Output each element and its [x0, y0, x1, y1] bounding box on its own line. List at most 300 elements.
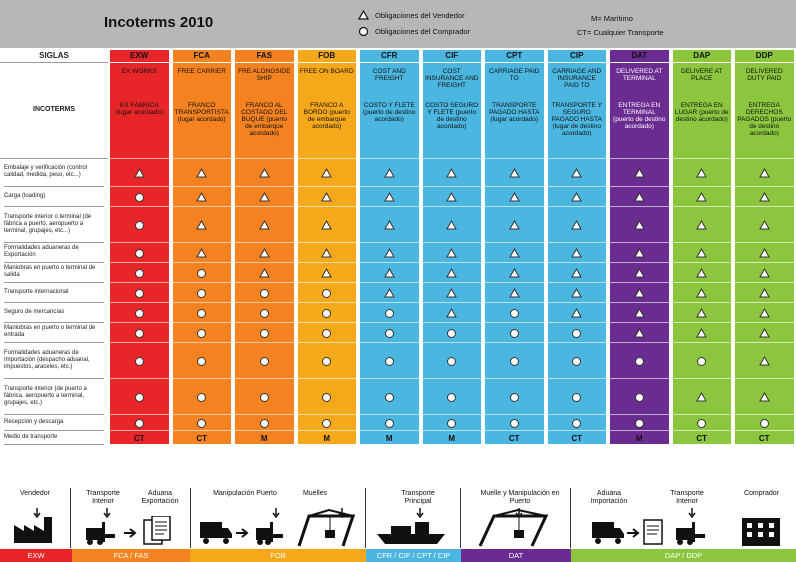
- column-cfr: [360, 50, 419, 444]
- matrix-cell: [610, 342, 669, 379]
- buyer-circle-icon: [446, 392, 457, 403]
- buyer-circle-icon: [134, 192, 145, 203]
- buyer-circle-icon: [446, 356, 457, 367]
- buyer-circle-icon: [634, 392, 645, 403]
- seller-triangle-icon: [571, 268, 582, 278]
- matrix-cell: [173, 206, 232, 243]
- term-spanish-name: FRANCO TRANSPORTISTA (lugar acordado): [174, 102, 229, 123]
- matrix-cell: [235, 378, 294, 415]
- matrix-cell: [548, 342, 607, 379]
- arrow-down-icon: [515, 508, 523, 518]
- flow-band-fca-fas: FCA / FAS: [72, 549, 190, 562]
- legend-any-transport: CT= Cualquier Transporte: [577, 28, 664, 37]
- matrix-cell: [485, 186, 544, 207]
- circle-icon: [358, 26, 369, 37]
- buyer-circle-icon: [196, 328, 207, 339]
- buyer-circle-icon: [196, 356, 207, 367]
- matrix-cell: [735, 322, 794, 343]
- matrix-cell: [110, 302, 169, 323]
- buyer-circle-icon: [634, 418, 645, 429]
- buyer-circle-icon: [571, 418, 582, 429]
- matrix-cell: [735, 302, 794, 323]
- matrix-cell: [673, 282, 732, 303]
- seller-triangle-icon: [321, 192, 332, 202]
- column-code: CFR: [360, 50, 419, 63]
- buyer-circle-icon: [134, 418, 145, 429]
- matrix-cell: [423, 158, 482, 187]
- buyer-circle-icon: [259, 418, 270, 429]
- term-spanish-name: TRANSPORTE PAGADO HASTA (lugar acordado): [489, 102, 540, 123]
- row-label: Maniobras en puerto o terminal de entrada: [4, 322, 104, 343]
- forklift-icon: [252, 522, 286, 546]
- matrix-cell: [610, 414, 669, 431]
- row-label: Transporte interior (de puerto a fábrica, aeropuerto a terminal, grupajes, etc.): [4, 378, 104, 415]
- arrow-down-icon: [338, 508, 346, 518]
- seller-triangle-icon: [321, 248, 332, 258]
- buyer-circle-icon: [259, 356, 270, 367]
- matrix-cell: [173, 262, 232, 283]
- seller-triangle-icon: [384, 168, 395, 178]
- seller-triangle-icon: [384, 268, 395, 278]
- seller-triangle-icon: [634, 328, 645, 338]
- buyer-circle-icon: [321, 328, 332, 339]
- truck-icon: [198, 520, 234, 546]
- matrix-cell: [673, 322, 732, 343]
- seller-triangle-icon: [321, 220, 332, 230]
- matrix-cell: [735, 158, 794, 187]
- matrix-cell: [485, 342, 544, 379]
- seller-triangle-icon: [259, 220, 270, 230]
- term-english-name: FREE ON BOARD: [299, 68, 354, 75]
- term-spanish-name: ENTREGA EN LUGAR (puerto de destino acordado): [674, 102, 729, 123]
- matrix-cell: [298, 378, 357, 415]
- seller-triangle-icon: [759, 308, 770, 318]
- seller-triangle-icon: [196, 220, 207, 230]
- matrix-cell: [610, 430, 669, 445]
- matrix-cell: [485, 282, 544, 303]
- transport-mode: CT: [196, 433, 208, 443]
- column-fob: [298, 50, 357, 444]
- column-code: FAS: [235, 50, 294, 63]
- matrix-cell: [610, 378, 669, 415]
- seller-triangle-icon: [196, 248, 207, 258]
- seller-triangle-icon: [321, 168, 332, 178]
- matrix-cell: [110, 186, 169, 207]
- matrix-cell: [548, 302, 607, 323]
- row-label: Transporte internacional: [4, 282, 104, 303]
- seller-triangle-icon: [571, 192, 582, 202]
- transport-mode: M: [448, 433, 456, 443]
- buyer-circle-icon: [134, 268, 145, 279]
- seller-triangle-icon: [509, 220, 520, 230]
- matrix-cell: [423, 342, 482, 379]
- matrix-cell: [485, 414, 544, 431]
- buyer-circle-icon: [321, 308, 332, 319]
- seller-triangle-icon: [446, 308, 457, 318]
- matrix-cell: [235, 302, 294, 323]
- term-spanish-name: EX FÁBRICA (lugar acordado): [115, 102, 164, 116]
- matrix-cell: [735, 282, 794, 303]
- buyer-circle-icon: [134, 220, 145, 231]
- buyer-circle-icon: [509, 392, 520, 403]
- seller-triangle-icon: [259, 268, 270, 278]
- matrix-cell: [610, 206, 669, 243]
- matrix-cell: [610, 262, 669, 283]
- flow-step-label: Transporte Principal: [401, 490, 435, 505]
- seller-triangle-icon: [446, 248, 457, 258]
- cargo-ship-icon: [375, 516, 450, 546]
- customs-document-icon: [642, 516, 668, 546]
- seller-triangle-icon: [759, 168, 770, 178]
- flow-separator: [460, 488, 461, 548]
- seller-triangle-icon: [571, 168, 582, 178]
- term-spanish-name: FRANCO AL COSTADO DEL BUQUE (puerto de embarque acordado): [241, 102, 288, 137]
- matrix-cell: [173, 342, 232, 379]
- transport-mode: CT: [571, 433, 583, 443]
- column-code: DAP: [673, 50, 732, 63]
- column-code: CPT: [485, 50, 544, 63]
- seller-triangle-icon: [759, 220, 770, 230]
- matrix-cell: [673, 414, 732, 431]
- matrix-cell: [110, 430, 169, 445]
- matrix-cell: [548, 378, 607, 415]
- matrix-cell: [173, 282, 232, 303]
- matrix-cell: [235, 206, 294, 243]
- term-spanish-name: COSTO Y FLETE (puerto de destino acordado): [363, 102, 416, 123]
- buyer-circle-icon: [196, 308, 207, 319]
- matrix-cell: [173, 430, 232, 445]
- term-english-name: CARRIAGE AND INSURANCE PAID TO: [552, 68, 602, 89]
- legend-maritime: M= Marítimo: [591, 14, 633, 23]
- matrix-cell: [423, 430, 482, 445]
- matrix-cell: [173, 242, 232, 263]
- matrix-cell: [298, 186, 357, 207]
- matrix-cell: [235, 414, 294, 431]
- flow-band-exw: EXW: [0, 549, 72, 562]
- matrix-cell: [548, 414, 607, 431]
- seller-triangle-icon: [509, 192, 520, 202]
- matrix-cell: [548, 206, 607, 243]
- matrix-cell: [360, 242, 419, 263]
- transport-mode: CT: [758, 433, 770, 443]
- seller-triangle-icon: [634, 168, 645, 178]
- flow-step-label: Muelle y Manipulación en Puerto: [480, 490, 560, 505]
- matrix-cell: [735, 262, 794, 283]
- matrix-cell: [360, 282, 419, 303]
- seller-triangle-icon: [696, 392, 707, 402]
- flow-step-label: Aduana Importación: [590, 490, 628, 505]
- flow-step-label: Muelles: [302, 490, 328, 497]
- seller-triangle-icon: [634, 268, 645, 278]
- matrix-cell: [485, 158, 544, 187]
- term-spanish-name: ENTREGA DERECHOS PAGADOS (puerto de destino acordado): [737, 102, 792, 137]
- term-spanish-name: ENTREGA EN TERMINAL (puerto de destino acordado): [613, 102, 666, 130]
- row-label: Carga (loading): [4, 186, 104, 207]
- row-label: Embalaje y verificación (control calidad, medida, peso, etc...): [4, 158, 104, 187]
- buyer-circle-icon: [259, 288, 270, 299]
- column-code: CIF: [423, 50, 482, 63]
- matrix-cell: [173, 414, 232, 431]
- matrix-cell: [485, 242, 544, 263]
- seller-triangle-icon: [571, 248, 582, 258]
- matrix-cell: [173, 302, 232, 323]
- matrix-cell: [673, 206, 732, 243]
- matrix-cell: [673, 262, 732, 283]
- matrix-cell: [298, 206, 357, 243]
- forklift-icon: [672, 520, 708, 546]
- term-english-name: COST AND FREIGHT: [372, 68, 406, 82]
- flow-separator: [190, 488, 191, 548]
- term-english-name: FRE ALONGSIDE SHIP: [238, 68, 291, 82]
- transport-mode: CT: [508, 433, 520, 443]
- buyer-circle-icon: [446, 418, 457, 429]
- matrix-cell: [735, 378, 794, 415]
- seller-triangle-icon: [259, 248, 270, 258]
- matrix-cell: [735, 414, 794, 431]
- matrix-cell: [548, 242, 607, 263]
- seller-triangle-icon: [759, 268, 770, 278]
- seller-triangle-icon: [196, 168, 207, 178]
- buyer-circle-icon: [196, 392, 207, 403]
- buyer-circle-icon: [446, 328, 457, 339]
- flow-step-label: Transporte Interior: [86, 490, 120, 505]
- seller-triangle-icon: [509, 268, 520, 278]
- term-english-name: FREE CARRIER: [177, 68, 226, 75]
- buyer-circle-icon: [384, 328, 395, 339]
- matrix-cell: [298, 430, 357, 445]
- seller-triangle-icon: [509, 168, 520, 178]
- buyer-circle-icon: [321, 392, 332, 403]
- matrix-cell: [298, 242, 357, 263]
- matrix-cell: [423, 262, 482, 283]
- row-label: Formalidades aduaneras de Exportación: [4, 242, 104, 263]
- matrix-cell: [110, 282, 169, 303]
- flow-step-label: Transporte Interior: [670, 490, 704, 505]
- row-label: Seguro de mercancías: [4, 302, 104, 323]
- buyer-circle-icon: [696, 418, 707, 429]
- buyer-circle-icon: [321, 288, 332, 299]
- matrix-cell: [423, 378, 482, 415]
- seller-triangle-icon: [509, 288, 520, 298]
- buyer-circle-icon: [571, 328, 582, 339]
- arrow-right-icon: [236, 528, 250, 538]
- column-cpt: [485, 50, 544, 444]
- term-spanish-name: TRANSPORTE Y SEGURO PAGADO HASTA (lugar de destino acordado): [551, 102, 602, 137]
- seller-triangle-icon: [196, 192, 207, 202]
- term-english-name: DELIVERED AT TERMINAL: [616, 68, 663, 82]
- seller-triangle-icon: [759, 356, 770, 366]
- matrix-cell: [173, 378, 232, 415]
- seller-triangle-icon: [759, 192, 770, 202]
- matrix-cell: [298, 158, 357, 187]
- transport-mode: M: [635, 433, 643, 443]
- buyer-circle-icon: [196, 288, 207, 299]
- matrix-cell: [423, 302, 482, 323]
- seller-triangle-icon: [384, 220, 395, 230]
- matrix-cell: [735, 186, 794, 207]
- seller-triangle-icon: [634, 220, 645, 230]
- flow-step-label: Comprador: [743, 490, 779, 497]
- row-label: Maniobras en puerto o terminal de salida: [4, 262, 104, 283]
- matrix-cell: [235, 158, 294, 187]
- arrow-down-icon: [688, 508, 696, 518]
- matrix-cell: [360, 342, 419, 379]
- seller-triangle-icon: [446, 268, 457, 278]
- seller-triangle-icon: [696, 308, 707, 318]
- flow-step-label: Aduana Exportación: [141, 490, 179, 505]
- matrix-cell: [423, 414, 482, 431]
- transport-mode: M: [323, 433, 331, 443]
- buyer-circle-icon: [634, 356, 645, 367]
- matrix-cell: [548, 282, 607, 303]
- buyer-circle-icon: [134, 356, 145, 367]
- term-spanish-name: COSTO SEGURO Y FLETE (puerto de destino acordado): [425, 102, 479, 130]
- column-fas: [235, 50, 294, 444]
- column-code: FCA: [173, 50, 232, 63]
- matrix-cell: [173, 158, 232, 187]
- matrix-cell: [485, 206, 544, 243]
- matrix-cell: [110, 342, 169, 379]
- transport-mode: M: [260, 433, 268, 443]
- column-code: DAT: [610, 50, 669, 63]
- header-bar: [0, 0, 796, 48]
- matrix-cell: [298, 262, 357, 283]
- port-crane-icon: [295, 508, 360, 548]
- customs-document-icon: [142, 516, 176, 546]
- arrow-right-icon: [124, 528, 138, 538]
- buyer-circle-icon: [509, 328, 520, 339]
- matrix-cell: [173, 186, 232, 207]
- buyer-circle-icon: [134, 392, 145, 403]
- flow-separator: [570, 488, 571, 548]
- matrix-cell: [610, 322, 669, 343]
- legend-seller: [358, 10, 465, 20]
- seller-triangle-icon: [634, 308, 645, 318]
- buyer-circle-icon: [134, 248, 145, 259]
- seller-triangle-icon: [259, 192, 270, 202]
- flow-separator: [70, 488, 71, 548]
- flow-step-label: Manipulación Puerto: [213, 490, 277, 497]
- matrix-cell: [360, 302, 419, 323]
- seller-triangle-icon: [446, 220, 457, 230]
- buyer-circle-icon: [384, 418, 395, 429]
- seller-triangle-icon: [634, 192, 645, 202]
- matrix-cell: [110, 206, 169, 243]
- term-english-name: COST INSURANCE AND FREIGHT: [425, 68, 479, 89]
- term-english-name: CARRIAGE PAID TO: [489, 68, 540, 82]
- matrix-cell: [235, 282, 294, 303]
- matrix-cell: [423, 322, 482, 343]
- matrix-cell: [173, 322, 232, 343]
- seller-triangle-icon: [509, 248, 520, 258]
- column-cip: [548, 50, 607, 444]
- forklift-icon: [80, 520, 120, 546]
- column-dat: [610, 50, 669, 444]
- buyer-circle-icon: [134, 288, 145, 299]
- matrix-cell: [673, 186, 732, 207]
- column-code: CIP: [548, 50, 607, 63]
- buyer-circle-icon: [509, 418, 520, 429]
- seller-triangle-icon: [384, 248, 395, 258]
- truck-icon: [590, 518, 626, 546]
- matrix-cell: [360, 414, 419, 431]
- buyer-circle-icon: [384, 356, 395, 367]
- buyer-circle-icon: [259, 308, 270, 319]
- seller-triangle-icon: [696, 220, 707, 230]
- matrix-cell: [360, 430, 419, 445]
- matrix-cell: [485, 430, 544, 445]
- matrix-cell: [423, 242, 482, 263]
- matrix-cell: [735, 342, 794, 379]
- buyer-circle-icon: [571, 392, 582, 403]
- seller-triangle-icon: [384, 192, 395, 202]
- seller-triangle-icon: [696, 328, 707, 338]
- matrix-cell: [610, 158, 669, 187]
- buyer-circle-icon: [259, 392, 270, 403]
- matrix-cell: [610, 186, 669, 207]
- row-label: Formalidades aduaneras de Importación (despacho aduanal, impuestos, araceles, etc.): [4, 342, 104, 379]
- legend-buyer: [358, 26, 470, 37]
- column-code: DDP: [735, 50, 794, 63]
- flow-band-fob: FOB: [190, 549, 366, 562]
- matrix-cell: [235, 186, 294, 207]
- term-english-name: EX WORKS: [121, 68, 157, 75]
- buyer-circle-icon: [259, 328, 270, 339]
- buyer-circle-icon: [321, 418, 332, 429]
- seller-triangle-icon: [321, 268, 332, 278]
- seller-triangle-icon: [759, 248, 770, 258]
- seller-triangle-icon: [759, 288, 770, 298]
- seller-triangle-icon: [696, 248, 707, 258]
- matrix-cell: [298, 302, 357, 323]
- matrix-cell: [110, 414, 169, 431]
- term-english-name: DELIVERED DUTY PAID: [745, 68, 783, 82]
- matrix-cell: [110, 378, 169, 415]
- flow-band-dat: DAT: [461, 549, 571, 562]
- buyer-circle-icon: [134, 328, 145, 339]
- flow-diagram: [0, 478, 796, 562]
- seller-triangle-icon: [259, 168, 270, 178]
- seller-triangle-icon: [571, 288, 582, 298]
- arrow-down-icon: [272, 508, 280, 518]
- matrix-cell: [235, 430, 294, 445]
- matrix-cell: [360, 322, 419, 343]
- matrix-cell: [673, 158, 732, 187]
- matrix-cell: [235, 262, 294, 283]
- seller-triangle-icon: [759, 392, 770, 402]
- matrix-cell: [360, 206, 419, 243]
- incoterms-label: INCOTERMS: [0, 62, 108, 159]
- arrow-down-icon: [33, 508, 41, 518]
- column-code: FOB: [298, 50, 357, 63]
- column-ddp: [735, 50, 794, 444]
- matrix-cell: [735, 206, 794, 243]
- row-label: Transporte interior o terminal (de fábrica a puerto, aeropuerto a terminal, grupajes, etc...): [4, 206, 104, 243]
- column-exw: [110, 50, 169, 444]
- buyer-circle-icon: [321, 356, 332, 367]
- legend-buyer-label: Obligaciones del Comprador: [375, 27, 471, 36]
- term-spanish-name: FRANCO A BORDO (puerto de embarque acordado): [303, 102, 350, 130]
- seller-triangle-icon: [134, 168, 145, 178]
- matrix-cell: [110, 242, 169, 263]
- matrix-cell: [485, 378, 544, 415]
- buyer-circle-icon: [384, 392, 395, 403]
- matrix-cell: [735, 242, 794, 263]
- matrix-cell: [548, 262, 607, 283]
- column-dap: [673, 50, 732, 444]
- matrix-cell: [673, 342, 732, 379]
- arrow-down-icon: [416, 508, 424, 518]
